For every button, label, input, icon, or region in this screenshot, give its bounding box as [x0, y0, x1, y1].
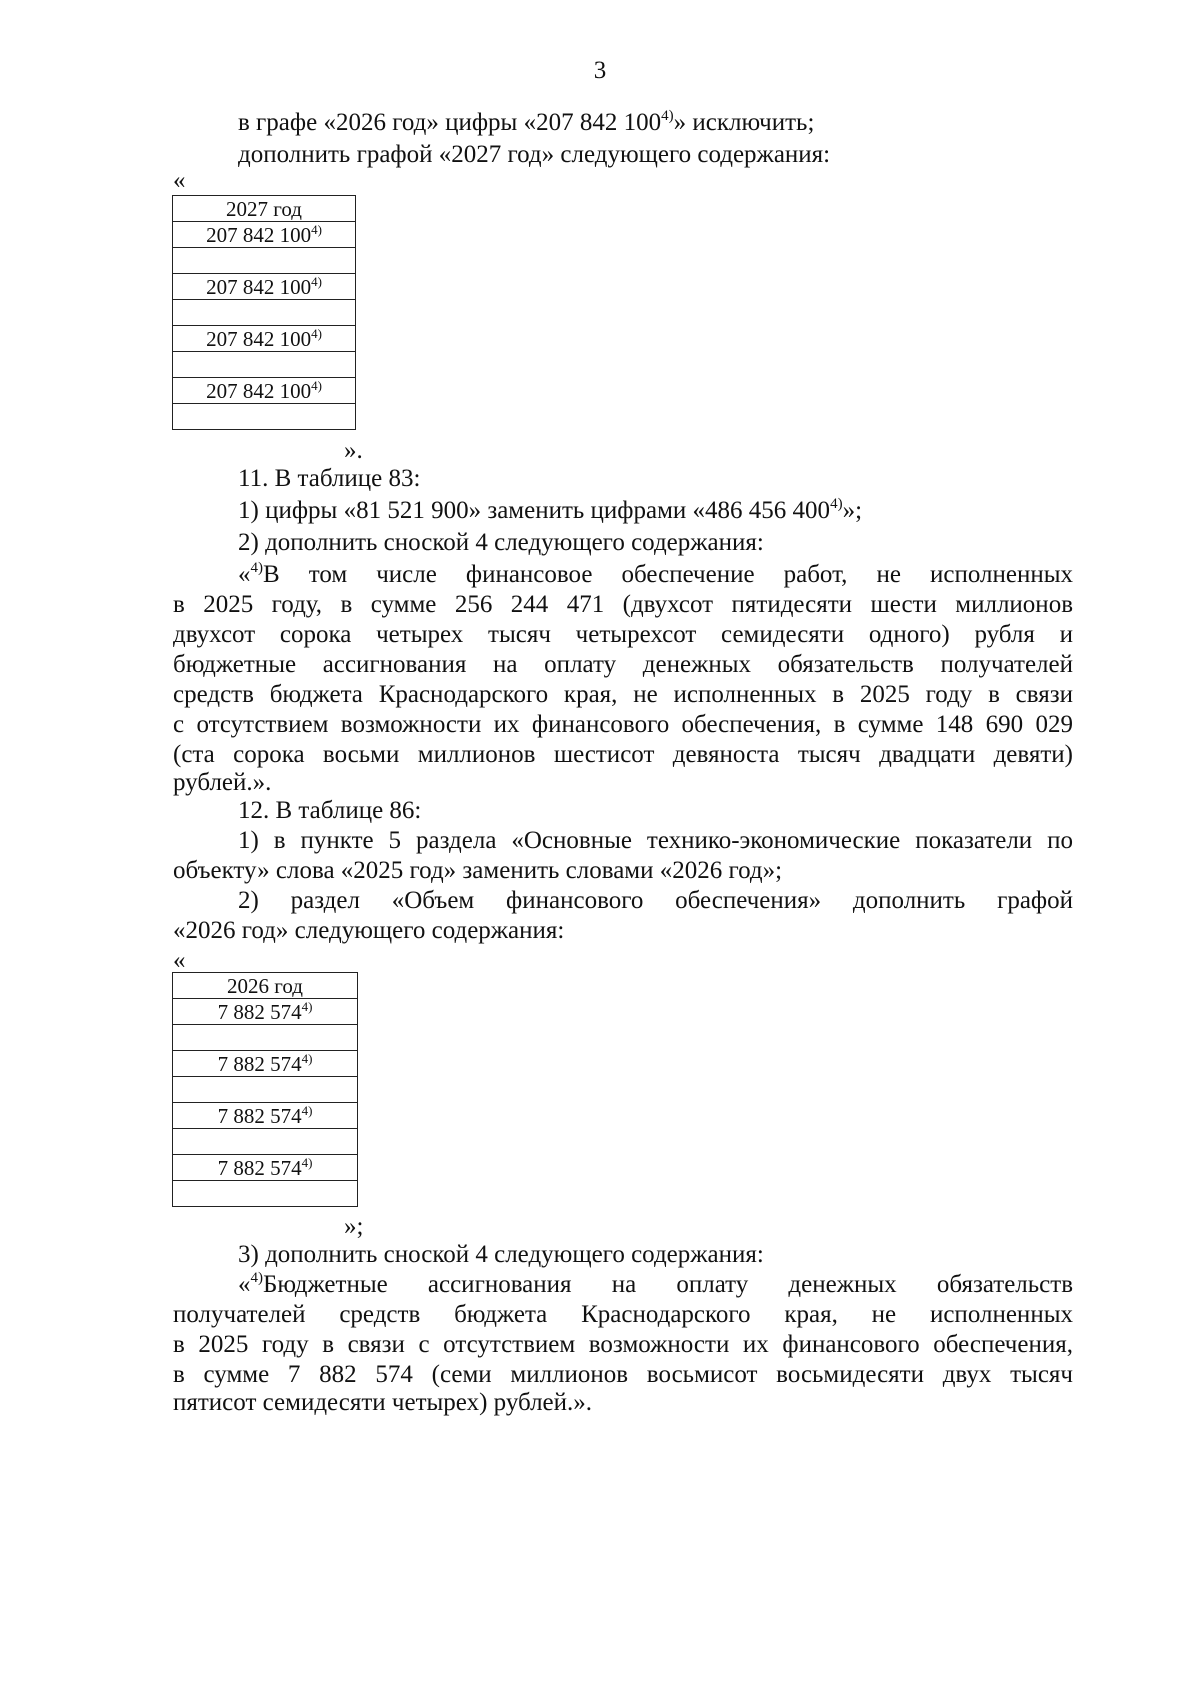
- table-value-cell: 207 842 100$^{4)}$: [173, 378, 356, 404]
- text-line-exclude-2026: в графе «2026 год» цифры «207 842 100$^{4)}$» исключить;: [238, 108, 815, 136]
- page-number: 3: [593, 57, 607, 84]
- section-12-item-2-line: 2) раздел «Объем финансового обеспечения» дополнить графой: [238, 887, 1073, 914]
- section-12-item-3: 3) дополнить сноской 4 следующего содержания:: [238, 1241, 764, 1268]
- footnote-83-line: с отсутствием возможности их финансового обеспечения, в сумме 148 690 029: [173, 711, 1073, 738]
- section-11-item-2: 2) дополнить сноской 4 следующего содержания:: [238, 529, 764, 556]
- table-empty-cell: [173, 404, 356, 430]
- footnote-86-line-last: пятисот семидесяти четырех) рублей.».: [173, 1389, 593, 1416]
- table-empty-cell: [173, 352, 356, 378]
- quote-close-mark: ».: [344, 437, 363, 464]
- table-value-cell: 7 882 574$^{4)}$: [173, 999, 358, 1025]
- footnote-83-line: (ста сорока восьми миллионов шестисот девяноста тысяч двадцати девяти): [173, 741, 1073, 768]
- section-12-item-1-line: объекту» слова «2025 год» заменить словами «2026 год»;: [173, 857, 783, 884]
- quote-open-mark: «: [173, 947, 186, 974]
- footnote-83-line: «$^{4)}$В том числе финансовое обеспечение работ, не исполненных: [238, 560, 1073, 588]
- table-empty-cell: [173, 1181, 358, 1207]
- footnote-86-line: получателей средств бюджета Краснодарского края, не исполненных: [173, 1301, 1073, 1328]
- table-value-cell: 207 842 100$^{4)}$: [173, 274, 356, 300]
- footnote-86-line: в 2025 году в связи с отсутствием возможности их финансового обеспечения,: [173, 1331, 1073, 1358]
- table-header-cell: 2027 год: [173, 196, 356, 222]
- table-empty-cell: [173, 1025, 358, 1051]
- section-12-item-2-line: «2026 год» следующего содержания:: [173, 917, 565, 944]
- footnote-83-line: в 2025 году, в сумме 256 244 471 (двухсот пятидесяти шести миллионов: [173, 591, 1073, 618]
- table-value-cell: 207 842 100$^{4)}$: [173, 326, 356, 352]
- section-12-item-1-line: 1) в пункте 5 раздела «Основные технико-экономические показатели по: [238, 827, 1073, 854]
- footnote-86-line: в сумме 7 882 574 (семи миллионов восьмисот восьмидесяти двух тысяч: [173, 1361, 1073, 1388]
- footnote-86-line: «$^{4)}$Бюджетные ассигнования на оплату денежных обязательств: [238, 1270, 1073, 1298]
- section-12-title: 12. В таблице 86:: [238, 797, 422, 824]
- table-value-cell: 7 882 574$^{4)}$: [173, 1155, 358, 1181]
- table-2026: [172, 972, 358, 1207]
- table-empty-cell: [173, 300, 356, 326]
- quote-open-mark: «: [173, 167, 186, 194]
- quote-close-mark: »;: [344, 1213, 364, 1240]
- text-line-add-2027-column: дополнить графой «2027 год» следующего содержания:: [238, 141, 831, 168]
- footnote-83-line: двухсот сорока четырех тысяч четырехсот семидесяти одного) рубля и: [173, 621, 1073, 648]
- table-empty-cell: [173, 1077, 358, 1103]
- section-11-title: 11. В таблице 83:: [238, 465, 421, 492]
- table-value-cell: 7 882 574$^{4)}$: [173, 1051, 358, 1077]
- table-empty-cell: [173, 1129, 358, 1155]
- table-value-cell: 7 882 574$^{4)}$: [173, 1103, 358, 1129]
- footnote-83-line: средств бюджета Краснодарского края, не исполненных в 2025 году в связи: [173, 681, 1073, 708]
- table-value-cell: 207 842 100$^{4)}$: [173, 222, 356, 248]
- footnote-83-line-last: рублей.».: [173, 769, 272, 796]
- footnote-83-line: бюджетные ассигнования на оплату денежных обязательств получателей: [173, 651, 1073, 678]
- table-2027: [172, 195, 356, 430]
- table-header-cell: 2026 год: [173, 973, 358, 999]
- table-empty-cell: [173, 248, 356, 274]
- section-11-item-1: 1) цифры «81 521 900» заменить цифрами «486 456 400$^{4)}$»;: [238, 496, 863, 524]
